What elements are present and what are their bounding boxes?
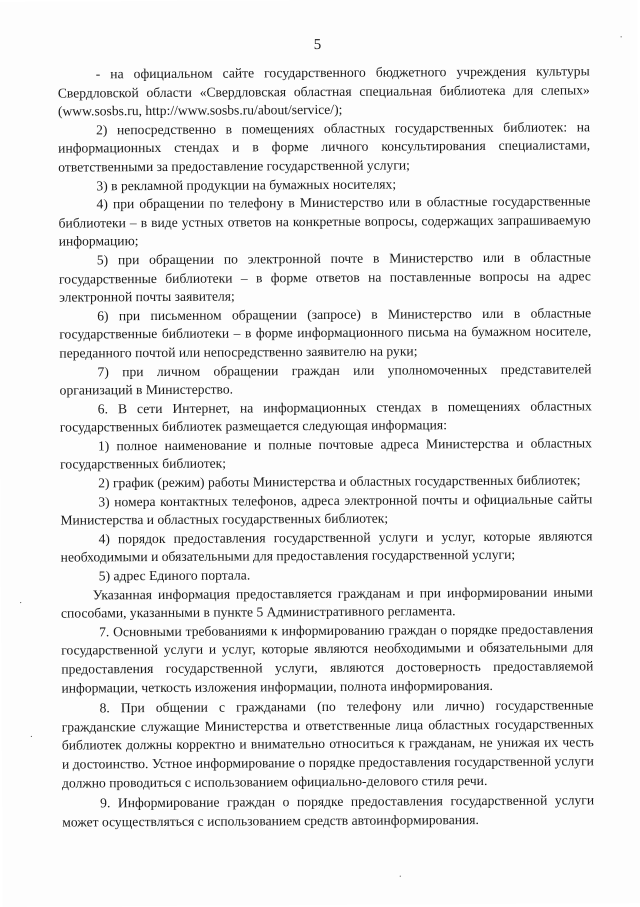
paragraph-section-6: 6. В сети Интернет, на информационных стендах в помещениях областных государственных библиотек размещается следующая информация: [59,398,592,435]
paragraph-item-4: 4) при обращении по телефону в Министерство или в областные государственные библиотеки – в виде устных ответов на конкретные вопросы, содержащих запрашиваемую информацию; [58,193,591,249]
paragraph-section-8: 8. При общении с гражданами (по телефону или лично) государственные гражданские служащие Министерства и ответственные лица областных государственных библиотек должны корректно и внимательно относиться к гражданам, не унижая их честь и достоинство. Устное информирование о порядке предоставления государственной услуги должно проводиться с использованием официально-делового стиля речи. [61,697,594,791]
paragraph-info-5: 5) адрес Единого портала. [98,567,251,584]
document-body [58,62,595,832]
paragraph-info-2: 2) график (режим) работы Министерства и областных государственных библиотек; [98,472,581,491]
paragraph-section-9: 9. Информирование граждан о порядке предоставления государственной услуги может осуществляться с использованием средств автоинформирования. [62,792,595,830]
paragraph-item-3: 3) в рекламной продукции на бумажных носителях; [96,176,397,193]
paragraph-item-6: 6) при письменном обращении (запросе) в Министерство или в областные государственные библиотеки – в форме информационного письма на бумажном носителе, переданного почтой или непосредственно заявителю на руки; [59,305,592,361]
paragraph-info-3: 3) номера контактных телефонов, адреса электронной почты и официальные сайты Министерства и областных государственных библиотек; [60,490,593,528]
paragraph-info-4: 4) порядок предоставления государственной услуги и услуг, которые являются необходимыми и обязательными для предоставления государственной услуги; [60,528,593,566]
paragraph-section-7: 7. Основными требованиями к информированию граждан о порядке предоставления государственной услуги и услуг, которые являются необходимыми и обязательными для предоставления государственной услуги, являются достоверность предоставляемой информации, четкость изложения информации, полнота информирования. [61,621,594,696]
paragraph-item-5: 5) при обращении по электронной почте в Министерство или в областные государственные библиотеки – в форме ответов на поставленные вопросы на адрес электронной почты заявителя; [58,249,591,305]
paragraph-note: Указанная информация предоставляется гражданам и при информировании иными способами, указанными в пункте 5 Административного регламента. [60,583,593,621]
scan-speck: · [29,731,34,743]
paragraph-item-2: 2) непосредственно в помещениях областных государственных библиотек: на информационных стендах и в форме личного консультирования специалистами, ответственными за предоставление государственной услуги; [58,119,591,175]
scan-speck: · [398,871,402,883]
paragraph-item-7: 7) при личном обращении граждан или уполномоченных представителей организаций в Министерство. [59,360,592,398]
paragraph-info-1: 1) полное наименование и полные почтовые адреса Министерства и областных государственных библиотек; [60,435,593,473]
scan-speck: · [619,32,623,44]
scan-speck: · [18,597,23,609]
paragraph-website: - на официальном сайте государственного бюджетного учреждения культуры Свердловской области «Свердловская областная специальная библиотека для слепых» (www.sosbs.ru, http://www.sosbs.ru/about/service/); [57,63,590,119]
page-number: 5 [313,36,322,54]
